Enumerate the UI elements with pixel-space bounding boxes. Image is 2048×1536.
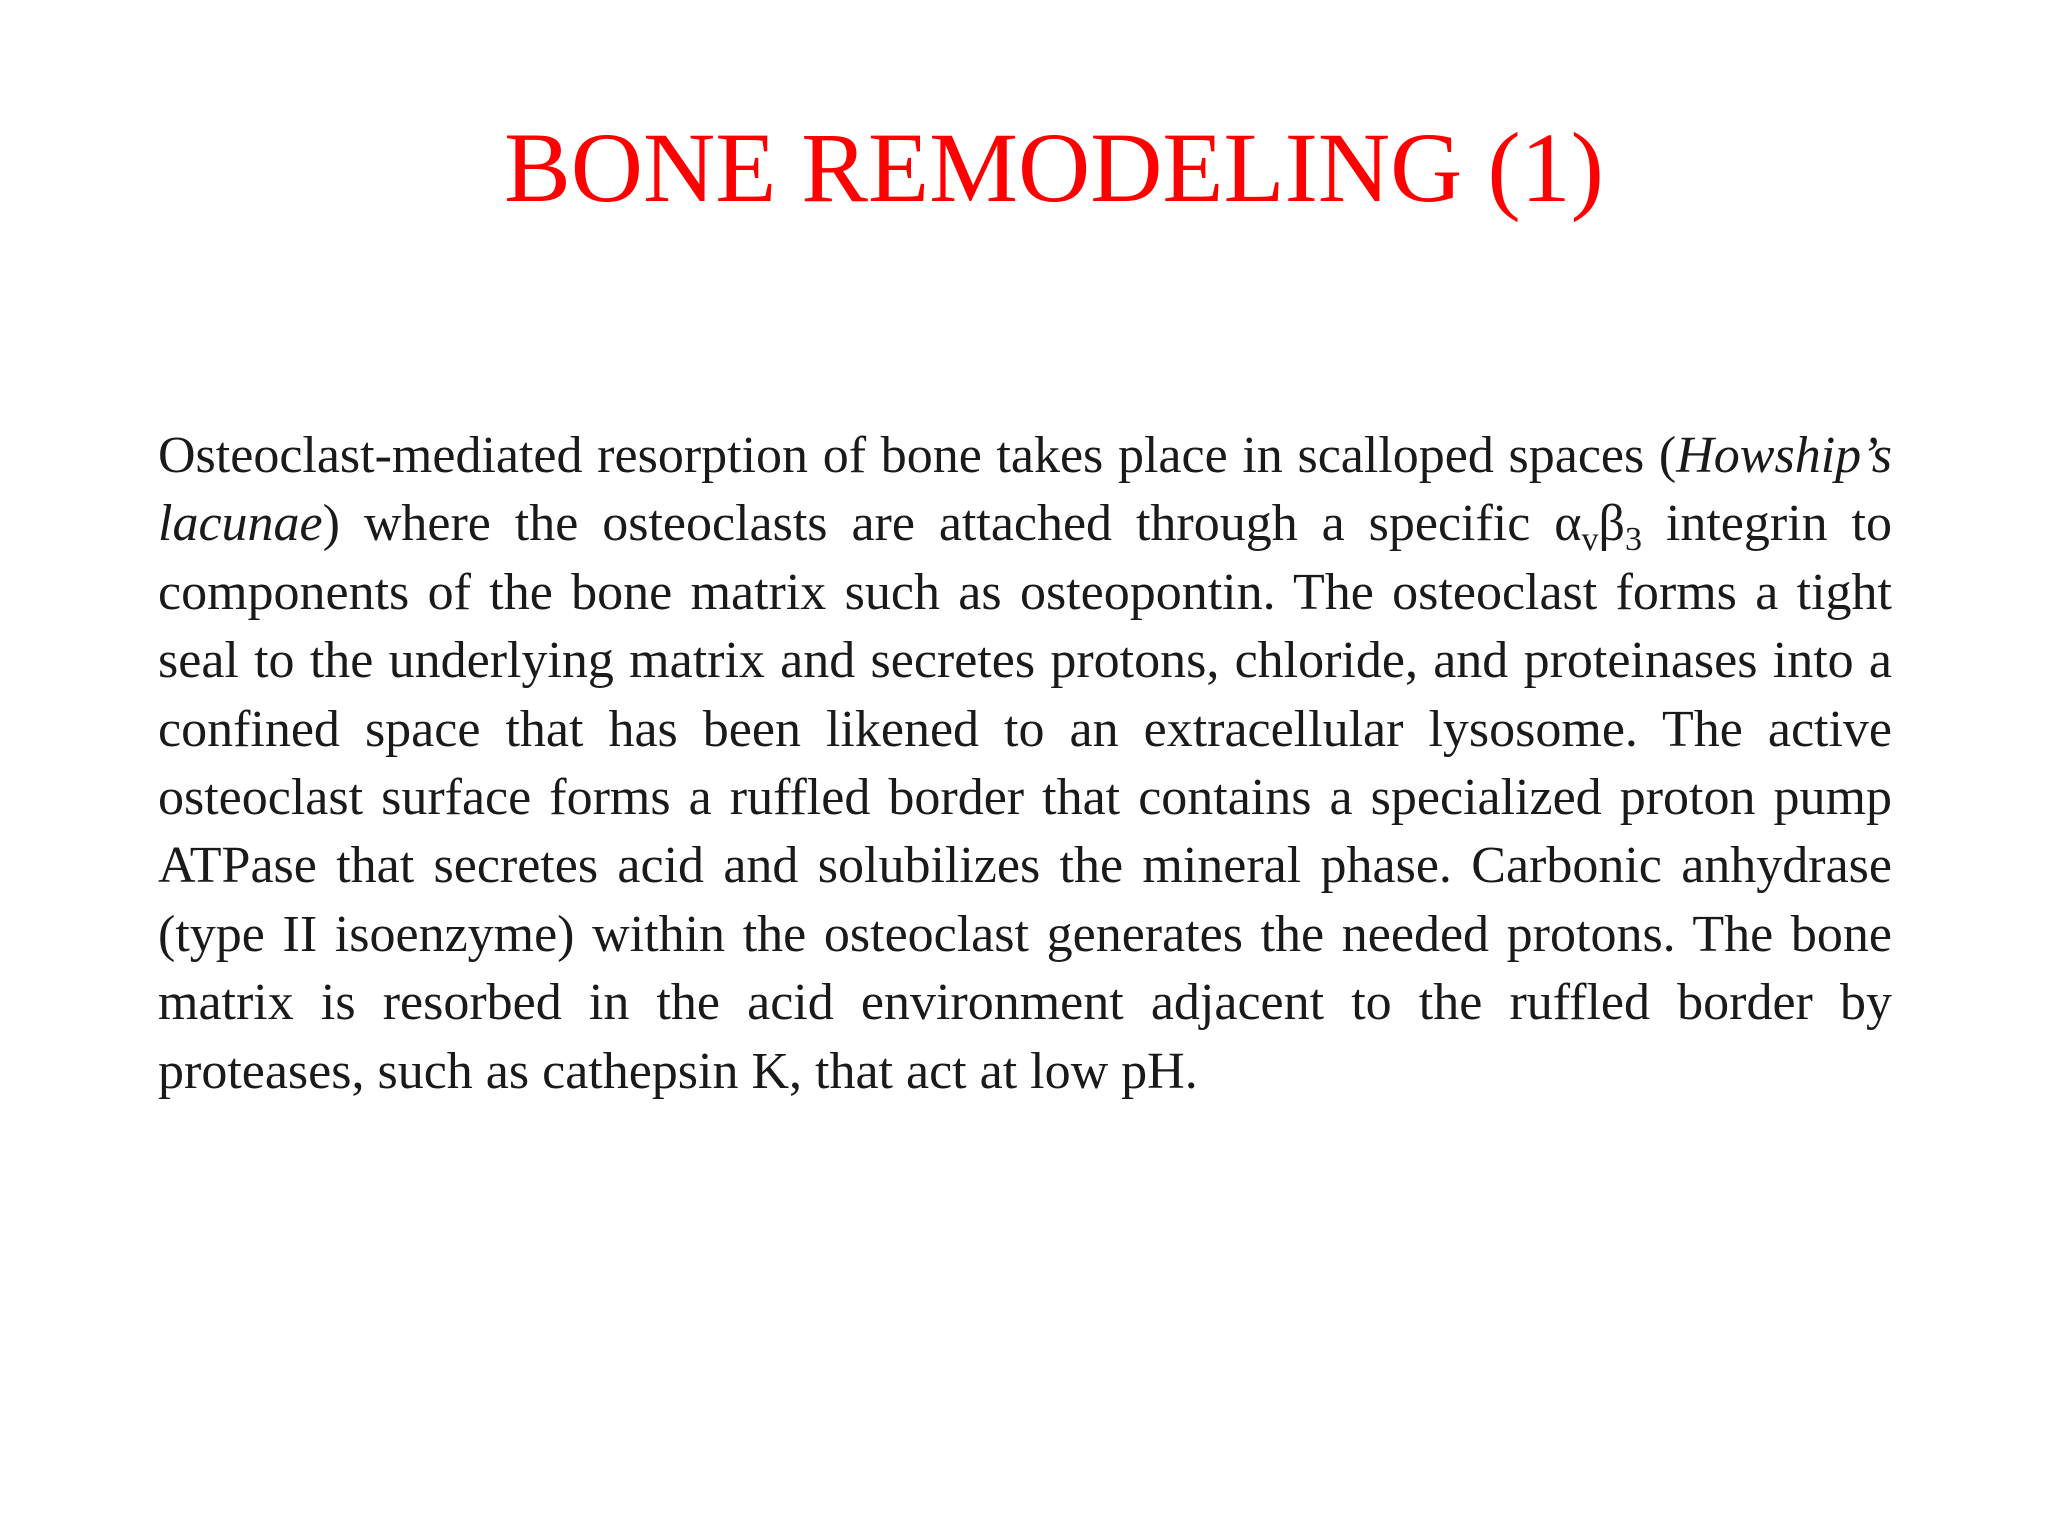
slide-body-text [158, 422, 1892, 1106]
integrin-alpha-symbol: α [1554, 495, 1582, 553]
slide-title: BONE REMODELING (1) [504, 112, 1604, 223]
body-text-segment-2: ) where the osteoclasts are attached through a specific [322, 495, 1555, 553]
body-text-segment-1: Osteoclast-mediated resorption of bone takes place in scalloped spaces ( [158, 427, 1677, 484]
integrin-alpha-subscript: v [1581, 521, 1599, 559]
body-text-segment-3: integrin to components of the bone matrix such as osteopontin. The osteoclast forms a tight seal to the underlying matrix and secretes protons, chloride, and proteinases into a confined space that has been likened to an extracellular lysosome. The active osteoclast surface forms a ruffled border that contains a specialized proton pump ATPase that secretes acid and solubilizes the mineral phase. Carbonic anhydrase (type II isoenzyme) within the osteoclast generates the needed protons. The bone matrix is resorbed in the acid environment adjacent to the ruffled border by proteases, such as cathepsin K, that act at low pH. [158, 495, 1893, 1100]
integrin-beta-subscript: 3 [1624, 521, 1642, 559]
howships-lacunae-term: Howship’s lacunae [158, 427, 1892, 553]
integrin-beta-symbol: β [1598, 495, 1625, 553]
